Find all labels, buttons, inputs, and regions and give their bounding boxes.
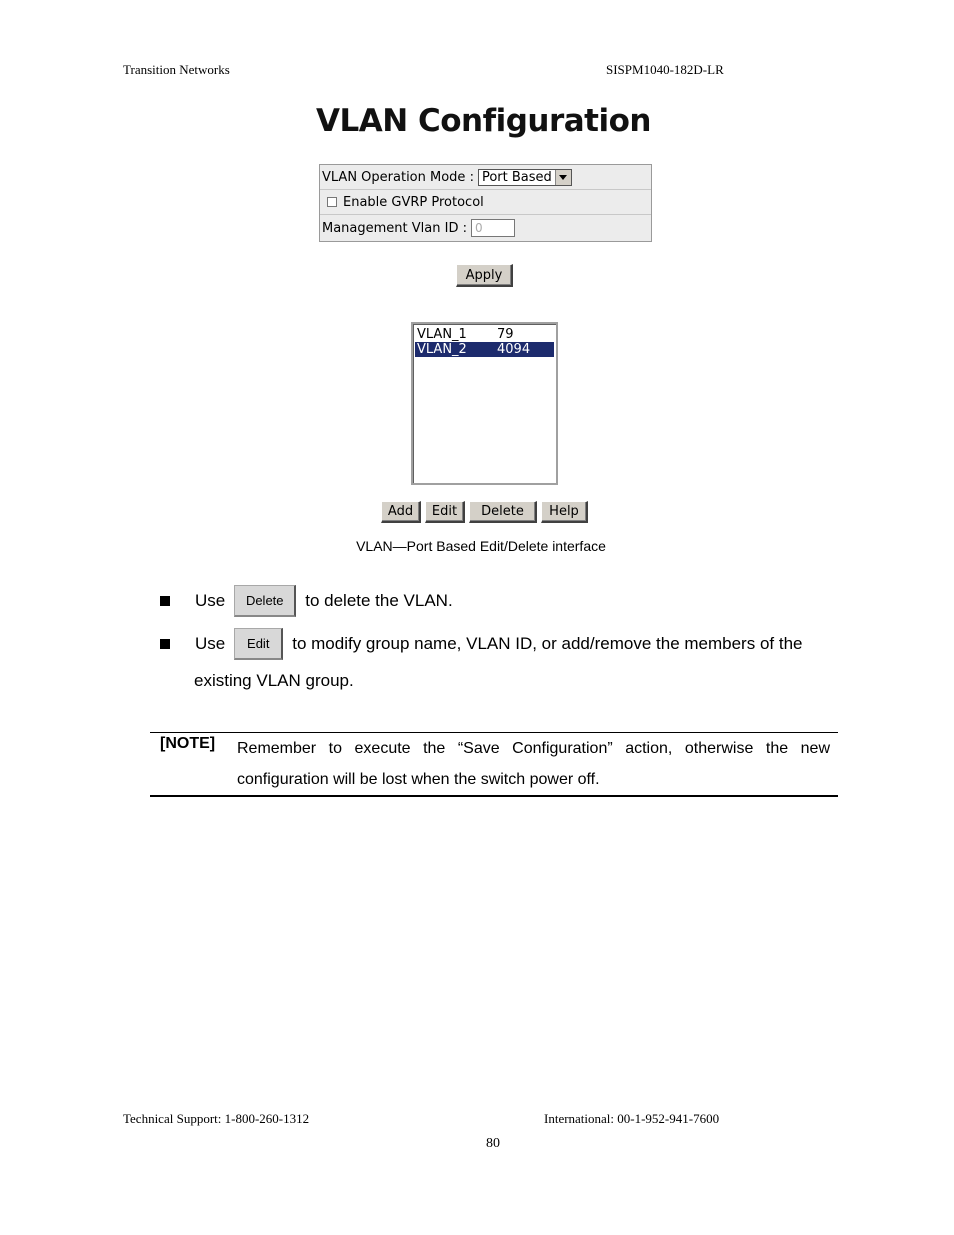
note-bottom-rule [150, 795, 838, 797]
bullet-use-word: Use [195, 634, 226, 653]
delete-button[interactable]: Delete [469, 501, 537, 523]
page-title: VLAN Configuration [316, 103, 651, 139]
gvrp-row [320, 190, 651, 215]
bullet-square-icon [160, 596, 170, 606]
inline-delete-button: Delete [234, 585, 296, 617]
note-label: [NOTE] [160, 735, 216, 752]
vlan-name: VLAN_1 [417, 327, 467, 342]
list-item-selected[interactable] [415, 342, 554, 357]
mgmt-vlan-input[interactable]: 0 [471, 219, 515, 237]
mgmt-vlan-row [320, 215, 651, 241]
operation-mode-label: VLAN Operation Mode : [322, 169, 474, 185]
apply-button[interactable]: Apply [456, 264, 513, 287]
operation-mode-row [320, 165, 651, 190]
gvrp-checkbox[interactable] [327, 197, 337, 207]
operation-mode-select[interactable] [478, 169, 572, 186]
page-number: 80 [486, 1136, 500, 1151]
bullet-square-icon [160, 639, 170, 649]
mgmt-vlan-label: Management Vlan ID : [322, 220, 467, 236]
vlan-config-form [319, 164, 652, 242]
bullet-delete [160, 585, 453, 617]
bullet-text: to modify group name, VLAN ID, or add/remove the members of the [292, 634, 803, 653]
vlan-name: VLAN_2 [417, 342, 467, 357]
vlan-listbox[interactable] [411, 322, 558, 485]
footer-international: International: 00-1-952-941-7600 [544, 1111, 720, 1126]
add-button[interactable]: Add [381, 501, 421, 523]
bullet-text: to delete the VLAN. [305, 591, 453, 610]
vlan-id: 4094 [497, 342, 531, 357]
bullet-edit [160, 628, 802, 660]
figure-caption: VLAN—Port Based Edit/Delete interface [356, 538, 606, 554]
header-company: Transition Networks [123, 62, 230, 77]
gvrp-label: Enable GVRP Protocol [343, 194, 484, 210]
footer-support: Technical Support: 1-800-260-1312 [123, 1111, 310, 1126]
header-model: SISPM1040-182D-LR [606, 62, 724, 77]
inline-edit-button: Edit [234, 628, 283, 660]
vlan-id: 79 [497, 327, 514, 342]
bullet-continuation: existing VLAN group. [194, 671, 354, 690]
operation-mode-value: Port Based [481, 169, 552, 185]
list-item[interactable] [415, 327, 554, 342]
note-text: Remember to execute the “Save Configuration” action, otherwise the new configuration will be lost when the switch power off. [237, 740, 830, 788]
chevron-down-icon[interactable] [555, 170, 571, 185]
edit-button[interactable]: Edit [425, 501, 465, 523]
bullet-use-word: Use [195, 591, 226, 610]
help-button[interactable]: Help [541, 501, 588, 523]
